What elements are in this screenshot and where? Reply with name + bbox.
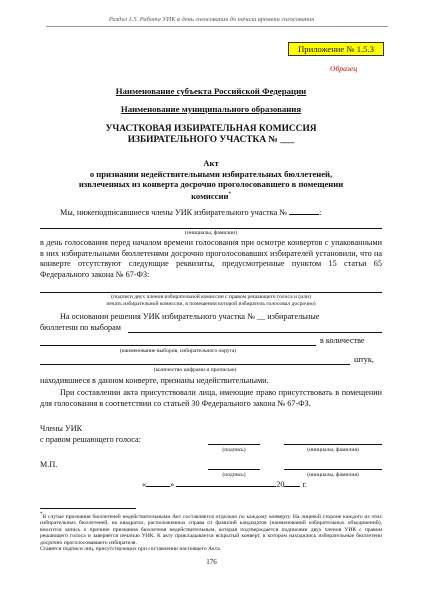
signature-caption-2: (подпись)	[222, 472, 246, 478]
member-name-line-2[interactable]	[284, 469, 382, 470]
seal-label: М.П.	[40, 460, 58, 469]
act-heading: Акт	[203, 158, 219, 168]
elections-field[interactable]	[128, 332, 382, 333]
date-close-quote: »	[170, 480, 175, 489]
header-rule	[46, 26, 388, 27]
quantity-caption: (количество цифрами и прописью)	[153, 367, 237, 373]
precinct-number-field[interactable]	[289, 214, 319, 215]
paragraph-invalid: находившиеся в данном конверте, признаны недействительными.	[40, 376, 269, 385]
date-year-field[interactable]	[284, 486, 300, 487]
date-line	[142, 480, 382, 491]
signature-line-2[interactable]	[208, 469, 260, 470]
decision-line: На основании решения УИК избирательного участка № __ избирательные	[60, 312, 320, 321]
quantity-field[interactable]	[40, 364, 350, 365]
act-desc-3: комиссии	[191, 190, 229, 201]
members-block	[40, 424, 141, 445]
names-caption: (инициалы, фамилии)	[185, 230, 237, 236]
intro-colon: :	[319, 208, 322, 217]
members-label-1: Члены УИК	[40, 424, 83, 433]
member-name-caption: (инициалы, фамилия)	[307, 447, 359, 453]
footnote-text: В случае признания бюллетеней недействительными Акт составляется отдельно по каждому конверту. На лицевой стороне каждого из этих избирательных бюллетеней, на квадратах, расположенных справа от фамилий кандидатов (наименований избирательных объединений), вносится запись о причине признания бюллетеня недействительным, которая подтверждается подписями двух членов УИК с правом решающего голоса и заверяется печатью УИК. К акту прикладывается вскрытый конверт, в котором находились избирательные бюллетени досрочно проголосовавшего избирателя.	[40, 513, 382, 546]
pieces-label: штук,	[354, 355, 374, 364]
sample-label: Образец	[330, 64, 358, 73]
footnote-mark: *	[40, 512, 43, 517]
member-name-caption-2: (инициалы, фамилия)	[307, 472, 359, 478]
commission-line-2: ИЗБИРАТЕЛЬНОГО УЧАСТКА № ___	[127, 135, 295, 145]
members-label-2: с правом решающего голоса:	[40, 434, 141, 444]
date-year-prefix: 20	[276, 480, 285, 489]
footnote-text-2: Ставятся подписи лиц, присутствующих при составлении настоящего Акта.	[40, 546, 222, 553]
date-open-quote: «	[142, 480, 147, 489]
act-title	[40, 158, 382, 201]
commission-title	[40, 124, 382, 146]
footnote-rule	[40, 508, 136, 509]
municipality-title: Наименование муниципального образования	[120, 104, 302, 114]
elections-field-2[interactable]	[40, 345, 316, 346]
quantity-label: в количестве	[320, 336, 365, 345]
member-name-line[interactable]	[284, 444, 382, 445]
date-day-field[interactable]	[146, 486, 170, 487]
intro-line	[60, 208, 382, 219]
act-desc-2: извлеченных из конверта досрочно проголосовавшего в помещении	[78, 179, 344, 189]
signature-line[interactable]	[208, 444, 260, 445]
elections-label: бюллетени по выборам	[40, 323, 121, 332]
paragraph-inspection: в день голосования перед началом времени голосования при осмотре конвертов с упакованными в них избирательными бюллетенями досрочно проголосовавших избирателей установили, что на конверте отсутствуют следующие реквизиты, предусмотренные пунктом 15 статьи 65 Федерального закона № 67-ФЗ:	[40, 238, 382, 279]
appendix-label: Приложение № 1.5.3	[288, 42, 384, 56]
commission-line-1: УЧАСТКОВАЯ ИЗБИРАТЕЛЬНАЯ КОМИССИЯ	[105, 124, 317, 134]
page-number: 176	[206, 558, 217, 566]
elections-caption: (наименование выборов, избирательного округа)	[119, 348, 237, 354]
requisites-caption-2: печать избирательной комиссии, в помещении которой избиратель голосовал досрочно)	[106, 300, 316, 307]
date-month-field[interactable]	[176, 486, 276, 487]
footnote-ref: *	[228, 191, 231, 197]
requisites-caption-1: (подписи двух членов избирательной комиссии с правом решающего голоса и (или)	[111, 294, 311, 300]
footnote	[40, 512, 382, 553]
date-year-suffix: г.	[302, 480, 307, 489]
subject-title: Наименование субъекта Российской Федерации	[115, 86, 307, 96]
signature-caption: (подпись)	[222, 447, 246, 453]
act-desc-1: о признании недействительными избирательных бюллетеней,	[89, 168, 333, 179]
intro-text: Мы, нижеподписавшиеся члены УИК избирательного участка №	[60, 208, 290, 217]
names-line[interactable]	[40, 228, 382, 229]
paragraph-present: При составлении акта присутствовали лица, имеющие право присутствовать в помещении для голосования в соответствии со статьей 30 Федерального закона № 67-ФЗ.	[40, 388, 382, 408]
requisites-caption	[40, 294, 382, 307]
running-header: Раздел 1.5. Работа УИК в день голосования до начала времени голосования	[108, 16, 315, 23]
requisites-line[interactable]	[40, 292, 382, 293]
